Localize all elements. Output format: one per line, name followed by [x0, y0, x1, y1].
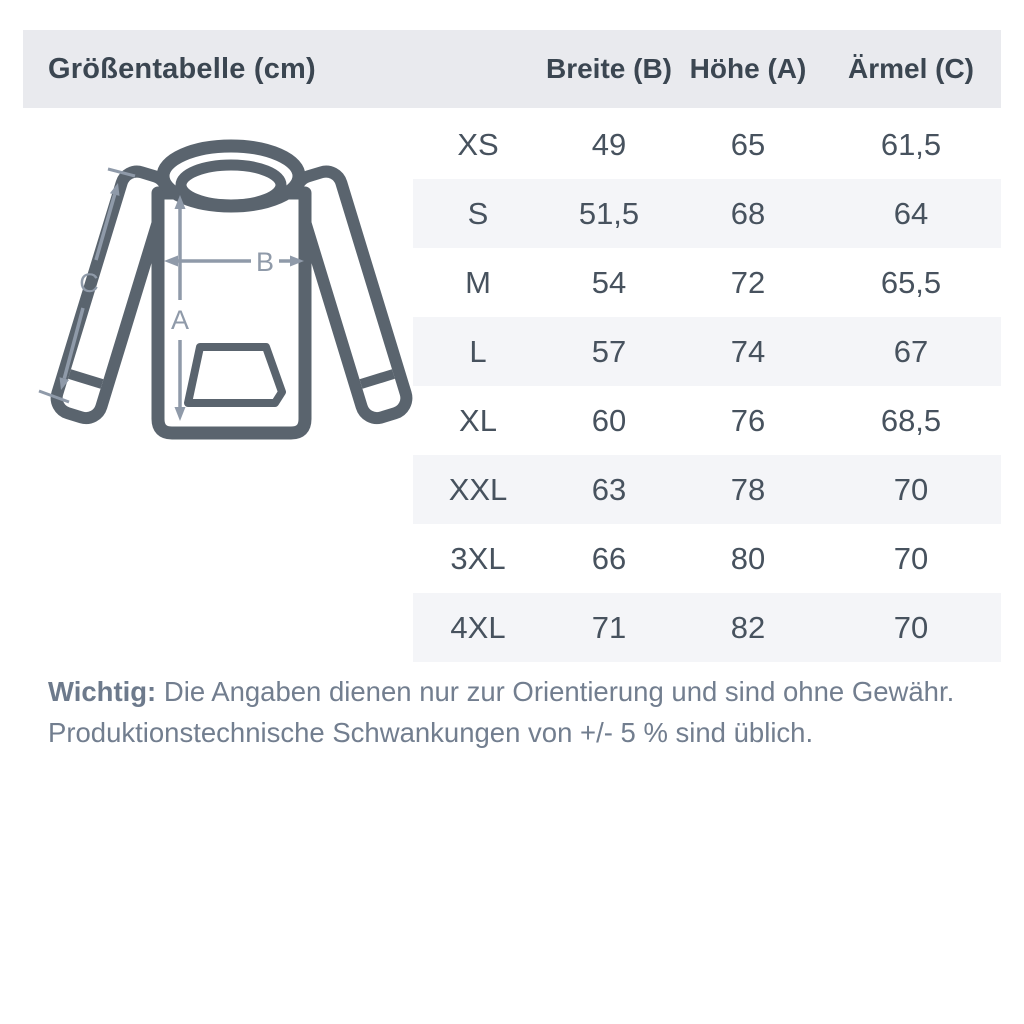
- cell-value: 80: [730, 540, 766, 576]
- table-row: [413, 179, 1001, 248]
- table-row: [413, 248, 1001, 317]
- cell-size: L: [469, 333, 487, 369]
- cell-value: 49: [591, 126, 627, 162]
- cell-value: 70: [893, 540, 929, 576]
- cell-value: 65: [730, 126, 766, 162]
- disclaimer-line2: Produktionstechnische Schwankungen von +/- 5 % sind üblich.: [48, 717, 814, 748]
- cell-value: 65,5: [880, 264, 942, 300]
- cell-value: 54: [591, 264, 627, 300]
- column-header-aermel: Ärmel (C): [847, 53, 974, 84]
- cell-size: XS: [457, 126, 499, 162]
- table-row: [413, 110, 1001, 179]
- disclaimer-bold-label: Wichtig:: [48, 676, 157, 707]
- table-row: [413, 524, 1001, 593]
- cell-value: 72: [730, 264, 766, 300]
- size-table: [413, 110, 1001, 662]
- cell-value: 66: [591, 540, 627, 576]
- cell-size: XXL: [448, 471, 508, 507]
- hoodie-pocket: [188, 347, 282, 403]
- cell-value: 68,5: [880, 402, 942, 438]
- cell-value: 51,5: [578, 195, 640, 231]
- cell-value: 70: [893, 609, 929, 645]
- cell-value: 68: [730, 195, 766, 231]
- disclaimer-note: [48, 671, 968, 753]
- cell-value: 76: [730, 402, 766, 438]
- cell-size: 3XL: [450, 540, 506, 576]
- measure-label-b: B: [255, 247, 275, 277]
- cell-value: 82: [730, 609, 766, 645]
- cell-value: 60: [591, 402, 627, 438]
- cell-value: 61,5: [880, 126, 942, 162]
- cell-value: 74: [730, 333, 766, 369]
- cell-value: 63: [591, 471, 627, 507]
- cell-value: 70: [893, 471, 929, 507]
- measure-label-a: A: [170, 305, 190, 335]
- cell-size: M: [465, 264, 491, 300]
- column-header-breite: Breite (B): [545, 53, 672, 84]
- measure-label-c: C: [79, 268, 99, 298]
- cell-size: 4XL: [450, 609, 506, 645]
- hoodie-illustration: [25, 130, 415, 455]
- cell-value: 67: [893, 333, 929, 369]
- cell-size: XL: [459, 402, 497, 438]
- column-header-hoehe: Höhe (A): [689, 53, 807, 84]
- cell-size: S: [467, 195, 489, 231]
- table-row: [413, 455, 1001, 524]
- cell-value: 57: [591, 333, 627, 369]
- hoodie-diagram: [25, 130, 415, 455]
- table-row: [413, 317, 1001, 386]
- cell-value: 78: [730, 471, 766, 507]
- cell-value: 71: [591, 609, 627, 645]
- column-headers: [413, 30, 1001, 108]
- page-title: Größentabelle (cm): [48, 52, 316, 85]
- table-row: [413, 593, 1001, 662]
- table-header-bar: [23, 30, 1001, 108]
- cell-value: 64: [893, 195, 929, 231]
- table-row: [413, 386, 1001, 455]
- disclaimer-line1: Die Angaben dienen nur zur Orientierung und sind ohne Gewähr.: [163, 676, 955, 707]
